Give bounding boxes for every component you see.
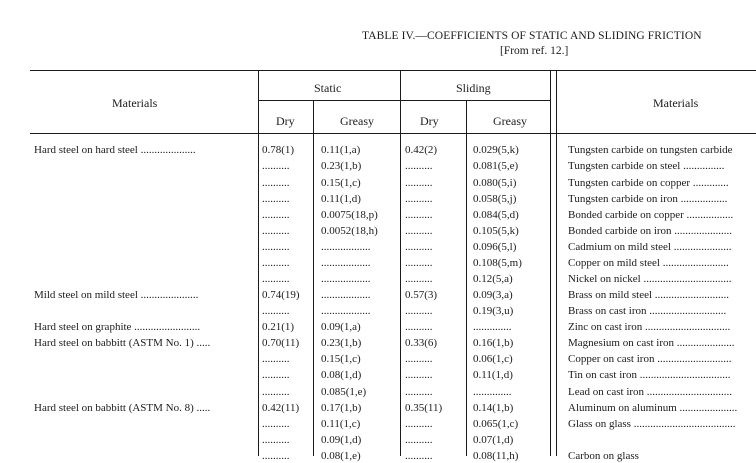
table-cell: 0.096(5,l) bbox=[473, 241, 517, 253]
right-material-label: Aluminum on aluminum ..................... bbox=[568, 402, 738, 414]
table-cell: 0.09(1,d) bbox=[321, 434, 362, 446]
table-cell: 0.33(6) bbox=[405, 337, 438, 349]
table-cell: .......... bbox=[405, 305, 433, 317]
table-cell: 0.065(1,c) bbox=[473, 418, 519, 430]
table-cell: .......... bbox=[262, 225, 290, 237]
table-cell: .......... bbox=[405, 257, 433, 269]
table-cell: .......... bbox=[262, 160, 290, 172]
table-cell: 0.058(5,j) bbox=[473, 193, 517, 205]
table-cell: 0.11(1,d) bbox=[473, 369, 513, 381]
table-cell: 0.085(1,e) bbox=[321, 386, 367, 398]
left-label-hard-steel-graphite: Hard steel on graphite ........................ bbox=[34, 321, 201, 333]
table-cell: 0.080(5,i) bbox=[473, 177, 517, 189]
table-cell: .................. bbox=[321, 305, 371, 317]
table-cell: .......... bbox=[405, 369, 433, 381]
col-divider-3 bbox=[400, 70, 401, 456]
right-material-label: Bonded carbide on iron ..................... bbox=[568, 225, 733, 237]
col-divider-6 bbox=[556, 70, 557, 456]
right-material-label: Magnesium on cast iron ..................... bbox=[568, 337, 735, 349]
table-cell: 0.108(5,m) bbox=[473, 257, 522, 269]
table-cell: 0.23(1,b) bbox=[321, 160, 362, 172]
table-cell: .......... bbox=[405, 450, 433, 462]
table-cell: 0.15(1,c) bbox=[321, 353, 361, 365]
header-sliding: Sliding bbox=[456, 81, 491, 95]
table-cell: 0.35(11) bbox=[405, 402, 443, 414]
table-cell: 0.42(2) bbox=[405, 144, 438, 156]
table-cell: .......... bbox=[405, 177, 433, 189]
table-cell: .......... bbox=[405, 160, 433, 172]
table-cell: .................. bbox=[321, 241, 371, 253]
right-material-label: Nickel on nickel ................................ bbox=[568, 273, 732, 285]
table-cell: 0.74(19) bbox=[262, 289, 300, 301]
table-cell: 0.0075(18,p) bbox=[321, 209, 378, 221]
right-material-label: Tungsten carbide on iron ................. bbox=[568, 193, 728, 205]
header-bottom-rule bbox=[30, 133, 756, 134]
right-material-label: Brass on cast iron ............................ bbox=[568, 305, 727, 317]
col-divider-1 bbox=[258, 70, 259, 456]
table-cell: 0.16(1,b) bbox=[473, 337, 514, 349]
right-material-label: Bonded carbide on copper ................. bbox=[568, 209, 734, 221]
table-cell: .......... bbox=[262, 193, 290, 205]
table-cell: 0.08(11,h) bbox=[473, 450, 519, 462]
left-label-babbitt-8: Hard steel on babbitt (ASTM No. 8) ..... bbox=[34, 402, 211, 414]
table-cell: .......... bbox=[405, 386, 433, 398]
right-material-label: Carbon on glass bbox=[568, 450, 639, 462]
header-sliding-dry: Dry bbox=[420, 114, 439, 128]
table-cell: .......... bbox=[262, 418, 290, 430]
right-material-label: Lead on cast iron ............................... bbox=[568, 386, 733, 398]
table-cell: .......... bbox=[262, 450, 290, 462]
table-cell: .......... bbox=[262, 209, 290, 221]
table-cell: 0.21(1) bbox=[262, 321, 295, 333]
table-cell: .......... bbox=[405, 241, 433, 253]
table-cell: 0.08(1,d) bbox=[321, 369, 362, 381]
table-cell: 0.105(5,k) bbox=[473, 225, 519, 237]
table-cell: .......... bbox=[405, 418, 433, 430]
table-cell: .............. bbox=[473, 321, 512, 333]
table-cell: 0.029(5,k) bbox=[473, 144, 519, 156]
table-cell: .......... bbox=[405, 209, 433, 221]
right-material-label: Brass on mild steel ........................... bbox=[568, 289, 730, 301]
table-cell: 0.06(1,c) bbox=[473, 353, 513, 365]
table-cell: 0.14(1,b) bbox=[473, 402, 514, 414]
header-materials-right: Materials bbox=[653, 96, 699, 110]
table-cell: 0.11(1,c) bbox=[321, 418, 361, 430]
table-cell: .......... bbox=[262, 386, 290, 398]
table-cell: 0.12(5,a) bbox=[473, 273, 513, 285]
table-cell: 0.0052(18,h) bbox=[321, 225, 378, 237]
table-cell: 0.15(1,c) bbox=[321, 177, 361, 189]
table-cell: .......... bbox=[262, 177, 290, 189]
table-cell: 0.11(1,a) bbox=[321, 144, 361, 156]
table-cell: 0.19(3,u) bbox=[473, 305, 514, 317]
table-cell: .......... bbox=[262, 305, 290, 317]
right-material-label: Glass on glass ..................................... bbox=[568, 418, 736, 430]
table-cell: .......... bbox=[405, 193, 433, 205]
left-label-babbitt-1: Hard steel on babbitt (ASTM No. 1) ..... bbox=[34, 337, 211, 349]
table-cell: .......... bbox=[262, 257, 290, 269]
table-cell: .................. bbox=[321, 257, 371, 269]
table-cell: 0.57(3) bbox=[405, 289, 438, 301]
table-cell: .......... bbox=[262, 434, 290, 446]
col-divider-5 bbox=[550, 70, 551, 456]
header-static-dry: Dry bbox=[276, 114, 295, 128]
table-cell: 0.084(5,d) bbox=[473, 209, 519, 221]
table-cell: 0.78(1) bbox=[262, 144, 295, 156]
table-cell: .......... bbox=[262, 369, 290, 381]
table-cell: 0.23(1,b) bbox=[321, 337, 362, 349]
table-cell: 0.42(11) bbox=[262, 402, 300, 414]
table-cell: .......... bbox=[405, 321, 433, 333]
table-cell: .......... bbox=[262, 241, 290, 253]
table-title: TABLE IV.—COEFFICIENTS OF STATIC AND SLIDING FRICTION bbox=[362, 30, 702, 42]
table-cell: 0.70(11) bbox=[262, 337, 300, 349]
table-cell: 0.081(5,e) bbox=[473, 160, 519, 172]
right-material-label: Zinc on cast iron ............................... bbox=[568, 321, 731, 333]
top-rule bbox=[30, 70, 756, 71]
table-cell: .......... bbox=[405, 225, 433, 237]
table-cell: .................. bbox=[321, 289, 371, 301]
table-cell: 0.07(1,d) bbox=[473, 434, 514, 446]
col-divider-2 bbox=[313, 100, 314, 456]
table-cell: 0.09(3,a) bbox=[473, 289, 513, 301]
right-material-label: Copper on cast iron ........................... bbox=[568, 353, 732, 365]
table-cell: .......... bbox=[405, 273, 433, 285]
header-materials-left: Materials bbox=[112, 96, 158, 110]
table-subtitle: [From ref. 12.] bbox=[500, 45, 569, 57]
right-material-label: Tungsten carbide on copper ............. bbox=[568, 177, 729, 189]
table-cell: .......... bbox=[262, 353, 290, 365]
table-cell: 0.08(1,e) bbox=[321, 450, 361, 462]
header-sliding-greasy: Greasy bbox=[493, 114, 527, 128]
table-cell: .......... bbox=[262, 273, 290, 285]
right-material-label: Tungsten carbide on steel ............... bbox=[568, 160, 725, 172]
header-static: Static bbox=[314, 81, 342, 95]
left-label-mild-steel: Mild steel on mild steel ..................... bbox=[34, 289, 199, 301]
header-static-greasy: Greasy bbox=[340, 114, 374, 128]
left-label-hard-steel-hard-steel: Hard steel on hard steel .................... bbox=[34, 144, 196, 156]
table-cell: .......... bbox=[405, 353, 433, 365]
table-cell: .................. bbox=[321, 273, 371, 285]
table-cell: 0.11(1,d) bbox=[321, 193, 361, 205]
right-material-label: Tungsten carbide on tungsten carbide bbox=[568, 144, 733, 156]
table-cell: 0.17(1,b) bbox=[321, 402, 362, 414]
right-material-label: Cadmium on mild steel ..................... bbox=[568, 241, 732, 253]
table-cell: .......... bbox=[405, 434, 433, 446]
table-cell: .............. bbox=[473, 386, 512, 398]
col-divider-4 bbox=[466, 100, 467, 456]
static-sliding-rule bbox=[258, 100, 550, 101]
right-material-label: Copper on mild steel ........................ bbox=[568, 257, 729, 269]
right-material-label: Tin on cast iron ................................. bbox=[568, 369, 731, 381]
table-cell: 0.09(1,a) bbox=[321, 321, 361, 333]
